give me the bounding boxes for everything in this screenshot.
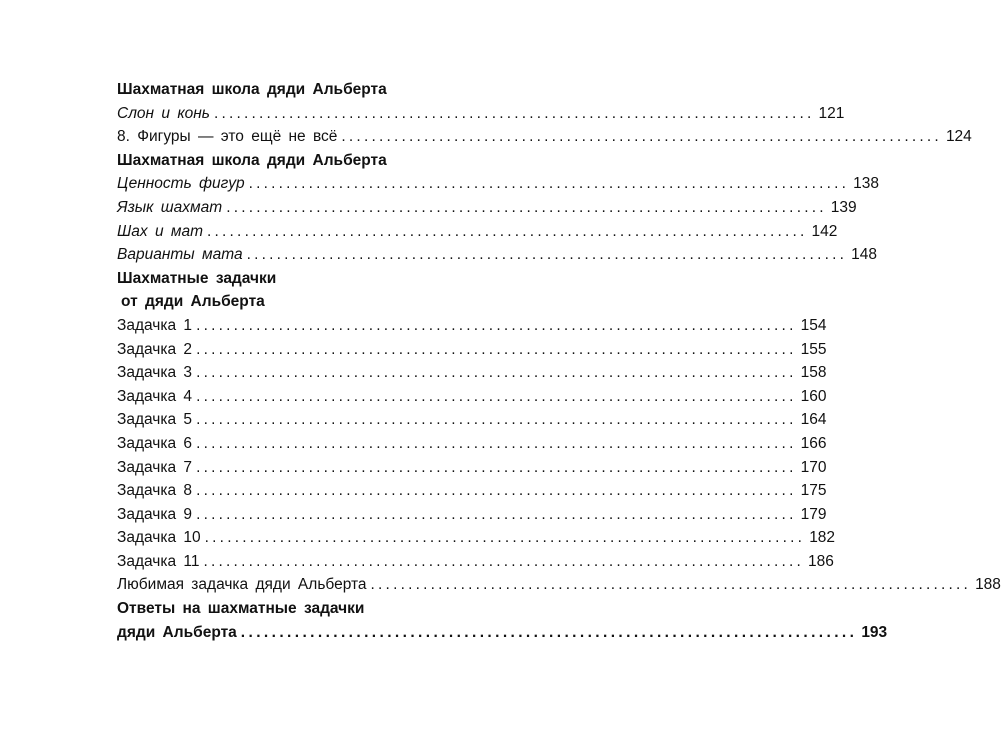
toc-entry-page: 193	[861, 623, 888, 641]
toc-entry-page: 138	[853, 175, 880, 193]
dot-leader: ................................................................................	[226, 198, 827, 216]
dot-leader: ................................................................................	[204, 529, 806, 547]
toc-entry-page: 121	[818, 104, 845, 122]
toc-entry[interactable]	[117, 550, 834, 574]
dot-leader: ................................................................................	[248, 175, 850, 193]
toc-entry-label: Задачка 10	[117, 529, 201, 547]
toc-entry[interactable]	[117, 621, 888, 645]
toc-entry-label: Шах и мат	[117, 222, 204, 240]
dot-leader: ................................................................................	[240, 623, 858, 641]
toc-entry-label: Задачка 3	[117, 364, 193, 382]
table-of-contents	[117, 78, 1001, 644]
dot-leader: ................................................................................	[196, 340, 797, 358]
toc-entry[interactable]	[117, 172, 880, 196]
toc-entry[interactable]	[117, 361, 827, 385]
dot-leader: ................................................................................	[196, 364, 797, 382]
dot-leader: ................................................................................	[196, 411, 797, 429]
toc-entry-page: 139	[830, 198, 857, 216]
dot-leader: ................................................................................	[370, 576, 972, 594]
dot-leader: ................................................................................	[196, 505, 797, 523]
toc-entry-label: Задачка 6	[117, 434, 193, 452]
toc-entry-page: 175	[800, 482, 827, 500]
toc-entry-label: Слон и конь	[117, 104, 210, 122]
section-heading: Шахматная школа дяди Альберта	[117, 81, 387, 98]
toc-entry[interactable]	[117, 196, 857, 220]
toc-entry-page: 154	[800, 316, 827, 334]
toc-entry[interactable]	[117, 408, 827, 432]
dot-leader: ................................................................................	[196, 482, 797, 500]
toc-entry[interactable]	[117, 479, 827, 503]
dot-leader: ................................................................................	[196, 434, 797, 452]
toc-entry-label: Задачка 2	[117, 340, 193, 358]
toc-entry-label: Задачка 7	[117, 458, 193, 476]
toc-entry-page: 155	[800, 340, 827, 358]
toc-entry[interactable]	[117, 314, 827, 338]
section-heading: Ответы на шахматные задачки	[117, 600, 365, 618]
section-heading: Шахматная школа дяди Альберта	[117, 151, 387, 169]
toc-entry-page: 188	[975, 576, 1001, 594]
toc-entry-page: 164	[800, 411, 827, 429]
dot-leader: ................................................................................	[207, 222, 808, 240]
toc-entry[interactable]	[117, 526, 836, 550]
toc-entry-label: Язык шахмат	[117, 198, 223, 216]
toc-entry-label: Ценность фигур	[117, 175, 245, 193]
dot-leader: ................................................................................	[196, 458, 797, 476]
toc-entry-label: Задачка 11	[117, 552, 200, 570]
toc-entry[interactable]	[117, 573, 1001, 597]
dot-leader: ................................................................................	[246, 246, 848, 264]
toc-entry-page: 182	[809, 529, 836, 547]
toc-entry-label: Задачка 5	[117, 411, 193, 429]
toc-entry-label: 8. Фигуры — это ещё не всё	[117, 128, 338, 146]
dot-leader: ................................................................................	[213, 104, 815, 122]
dot-leader: ................................................................................	[203, 552, 805, 570]
toc-entry[interactable]	[117, 243, 877, 267]
toc-entry-page: 166	[800, 434, 827, 452]
toc-entry[interactable]	[117, 220, 838, 244]
toc-entry-label: Задачка 1	[117, 316, 193, 334]
toc-entry-page: 186	[808, 552, 834, 570]
dot-leader: ................................................................................	[196, 387, 797, 405]
section-heading: Шахматные задачки	[117, 269, 277, 287]
toc-entry[interactable]	[117, 338, 827, 362]
toc-entry-page: 124	[945, 128, 972, 146]
toc-entry-page: 148	[851, 246, 877, 264]
toc-entry[interactable]	[117, 456, 827, 480]
toc-entry[interactable]	[117, 503, 827, 527]
toc-entry-label: Задачка 9	[117, 505, 193, 523]
toc-entry-label: Задачка 4	[117, 387, 193, 405]
toc-entry-page: 170	[800, 458, 827, 476]
toc-entry-page: 160	[800, 387, 827, 405]
toc-entry-label: Любимая задачка дяди Альберта	[117, 576, 367, 594]
toc-entry-page: 142	[811, 222, 838, 240]
toc-entry-page: 158	[800, 364, 827, 382]
toc-entry-label: Задачка 8	[117, 482, 193, 500]
toc-entry-page: 179	[800, 505, 827, 523]
dot-leader: ................................................................................	[196, 316, 797, 334]
toc-entry-label: дяди Альберта	[117, 623, 237, 641]
dot-leader: ................................................................................	[341, 128, 942, 146]
toc-entry[interactable]	[117, 125, 972, 149]
toc-entry[interactable]	[117, 102, 845, 126]
toc-entry[interactable]	[117, 385, 827, 409]
section-heading-continued: от дяди Альберта	[121, 293, 265, 311]
toc-entry-label: Варианты мата	[117, 246, 243, 264]
toc-entry[interactable]	[117, 432, 827, 456]
